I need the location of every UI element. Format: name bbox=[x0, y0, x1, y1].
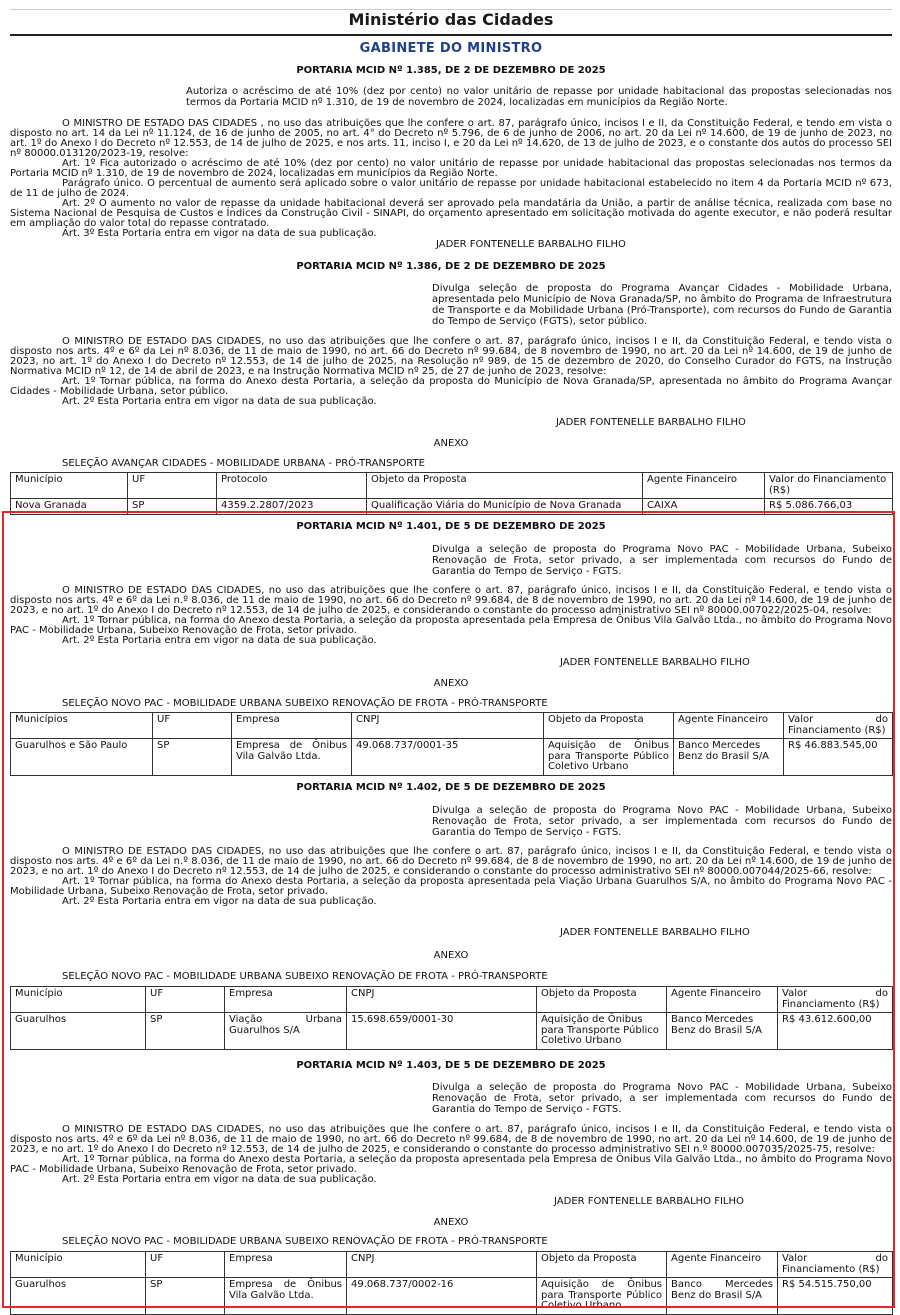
portaria-1386-anexo-label: ANEXO bbox=[433, 438, 469, 449]
portaria-1402-anexo-table bbox=[10, 986, 893, 1050]
table-header-row bbox=[11, 713, 893, 739]
portaria-1403-paragraph: O MINISTRO DE ESTADO DAS CIDADES, no uso das atribuições que lhe confere o art. 87, parágrafo único, incisos I e II, da Constituição Federal, e tendo vista o disposto nos arts. 4º e 6º da Lei nº 8.036, de 11 de maio de 1990, no art. 66 do Decreto nº 99.684, de 8 de novembro de 1990, no art. 20 da Lei nº 14.600, de 19 de junho de 2023, e no art. 1º do Anexo I do Decreto nº 12.553, de 14 de julho de 2025, e considerando o constante do processo administrativo SEI n.º 80000.007035/2025-75, resolve: bbox=[10, 1124, 892, 1155]
table-cell: CAIXA bbox=[643, 499, 765, 515]
portaria-1402-paragraph: Art. 2º Esta Portaria entra em vigor na data de sua publicação. bbox=[62, 896, 377, 907]
table-cell: SP bbox=[153, 739, 232, 776]
portaria-1386-anexo-table bbox=[10, 472, 893, 515]
table-cell: Nova Granada bbox=[11, 499, 128, 515]
table-header-cell: Agente Financeiro bbox=[674, 713, 784, 739]
portaria-1385-signer: JADER FONTENELLE BARBALHO FILHO bbox=[436, 239, 626, 250]
portaria-1403-selecao: SELEÇÃO NOVO PAC - MOBILIDADE URBANA SUBEIXO RENOVAÇÃO DE FROTA - PRÓ-TRANSPORTE bbox=[62, 1236, 548, 1247]
table-header-cell: Objeto da Proposta bbox=[537, 1252, 667, 1278]
table-header-row bbox=[11, 987, 893, 1013]
portaria-1403-body bbox=[10, 1125, 892, 1185]
portaria-1402-paragraph: Art. 1º Tornar pública, na forma do Anexo desta Portaria, a seleção da proposta apresentada pela Viação Urbana Guarulhos S/A, no âmbito do Programa Novo PAC - Mobilidade Urbana, Subeixo Renovação de Frota, setor privado. bbox=[10, 876, 892, 897]
table-header-cell: Valor do Financiamento (R$) bbox=[778, 1252, 893, 1278]
table-header-cell: Protocolo bbox=[217, 473, 367, 499]
table-cell: Qualificação Viária do Município de Nova Granada bbox=[367, 499, 643, 515]
table-cell: Guarulhos bbox=[11, 1278, 146, 1315]
table-header-cell: CNPJ bbox=[347, 1252, 537, 1278]
portaria-1386-signer: JADER FONTENELLE BARBALHO FILHO bbox=[556, 417, 746, 428]
section-heading: GABINETE DO MINISTRO bbox=[359, 41, 543, 56]
table-header-cell: Valor do Financiamento (R$) bbox=[784, 713, 893, 739]
table-cell: Aquisição de Ônibus para Transporte Público Coletivo Urbano bbox=[537, 1013, 667, 1050]
table-header-row bbox=[11, 1252, 893, 1278]
portaria-1401-selecao: SELEÇÃO NOVO PAC - MOBILIDADE URBANA SUBEIXO RENOVAÇÃO DE FROTA - PRÓ-TRANSPORTE bbox=[62, 698, 548, 709]
portaria-1385-paragraph: Parágrafo único. O percentual de aumento será aplicado sobre o valor unitário de repasse por unidade habitacional estabelecido no item 4 da Portaria MCID nº 673, de 11 de julho de 2024. bbox=[10, 178, 892, 199]
portaria-1403-ementa: Divulga a seleção de proposta do Programa Novo PAC - Mobilidade Urbana, Subeixo Renovação de Frota, setor privado, a ser implementada com recursos do Fundo de Garantia do Tempo de Serviço - FGTS. bbox=[432, 1082, 892, 1115]
table-header-cell: Agente Financeiro bbox=[643, 473, 765, 499]
ministry-header: Ministério das Cidades bbox=[348, 10, 554, 29]
table-header-cell: Município bbox=[11, 987, 146, 1013]
portaria-1385-paragraph: Art. 2º O aumento no valor de repasse da unidade habitacional deverá ser aprovado pela mandatária da União, a partir de análise técnica, realizada com base no Sistema Nacional de Pesquisa de Custos e Índices da Construção Civil - SINAPI, do orçamento apresentado em solicitação motivada do agente executor, e não poderá resultar em ampliação do valor total do repasse contratado. bbox=[10, 198, 892, 229]
table-header-cell: Empresa bbox=[225, 1252, 347, 1278]
table-row bbox=[11, 1013, 893, 1050]
table-cell: R$ 5.086.766,03 bbox=[765, 499, 893, 515]
table-header-cell: CNPJ bbox=[347, 987, 537, 1013]
portaria-1385-body bbox=[10, 119, 892, 239]
portaria-1386-ementa: Divulga seleção de proposta do Programa Avançar Cidades - Mobilidade Urbana, apresentada pelo Município de Nova Granada/SP, no âmbito do Programa de Infraestrutura de Transporte e da Mobilidade Urbana (Pró-Transporte), com recursos do Fundo de Garantia do Tempo de Serviço (FGTS), setor público. bbox=[432, 283, 892, 327]
portaria-1401-paragraph: Art. 1º Tornar pública, na forma do Anexo desta Portaria, a seleção da proposta apresentada pela Empresa de Ônibus Vila Galvão Ltda., no âmbito do Programa Novo PAC - Mobilidade Urbana, Subeixo Renovação de Frota, setor privado. bbox=[10, 615, 892, 636]
table-cell: Aquisição de Ônibus para Transporte Público Coletivo Urbano bbox=[544, 739, 674, 776]
table-cell: Guarulhos e São Paulo bbox=[11, 739, 153, 776]
table-header-cell: Municípios bbox=[11, 713, 153, 739]
portaria-1385-paragraph: Art. 1º Fica autorizado o acréscimo de até 10% (dez por cento) no valor unitário de repasse por unidade habitacional das propostas selecionadas nos termos da Portaria MCID nº 1.310, de 19 de novembro de 2024, localizadas em municípios da Região Norte. bbox=[10, 158, 892, 179]
portaria-1403-title: PORTARIA MCID Nº 1.403, DE 5 DE DEZEMBRO DE 2025 bbox=[296, 1060, 606, 1071]
table-header-cell: UF bbox=[153, 713, 232, 739]
table-header-cell: Agente Financeiro bbox=[667, 987, 778, 1013]
portaria-1386-paragraph: O MINISTRO DE ESTADO DAS CIDADES, no uso das atribuições que lhe confere o art. 87, parágrafo único, incisos I e II, da Constituição Federal, e tendo vista o disposto nos arts. 4º e 6º da Lei nº 8.036, de 11 de maio de 1990, no art. 66 do Decreto nº 99.684, de 8 novembro de 1990, no art. 20 da Lei nº 14.600, de 19 de junho de 2023, no art. 1º do Anexo I do Decreto nº 12.553, de 14 de julho de 2025, na Resolução nº 989, de 15 de dezembro de 2020, do Conselho Curador do FGTS, na Instrução Normativa MCID nº 12, de 14 de abril de 2023, e na Instrução Normativa MCID nº 25, de 27 de junho de 2023, resolve: bbox=[10, 336, 892, 377]
table-row bbox=[11, 739, 893, 776]
table-cell: SP bbox=[146, 1013, 225, 1050]
portaria-1401-title: PORTARIA MCID Nº 1.401, DE 5 DE DEZEMBRO DE 2025 bbox=[296, 521, 606, 532]
portaria-1403-anexo-label: ANEXO bbox=[433, 1217, 469, 1228]
portaria-1403-paragraph: Art. 2º Esta Portaria entra em vigor na data de sua publicação. bbox=[62, 1174, 377, 1185]
table-header-cell: UF bbox=[146, 987, 225, 1013]
table-cell: Guarulhos bbox=[11, 1013, 146, 1050]
portaria-1402-ementa: Divulga a seleção de proposta do Programa Novo PAC - Mobilidade Urbana, Subeixo Renovação de Frota, setor privado, a ser implementada com recursos do Fundo de Garantia do Tempo de Serviço - FGTS. bbox=[432, 805, 892, 838]
portaria-1401-signer: JADER FONTENELLE BARBALHO FILHO bbox=[560, 657, 750, 668]
portaria-1403-anexo-table bbox=[10, 1251, 893, 1315]
portaria-1402-anexo-label: ANEXO bbox=[433, 950, 469, 961]
table-header-cell: UF bbox=[128, 473, 217, 499]
portaria-1386-selecao: SELEÇÃO AVANÇAR CIDADES - MOBILIDADE URBANA - PRÓ-TRANSPORTE bbox=[62, 458, 425, 469]
table-cell: Banco Mercedes Benz do Brasil S/A bbox=[667, 1013, 778, 1050]
portaria-1386-body bbox=[10, 337, 892, 407]
table-cell: R$ 54.515.750,00 bbox=[778, 1278, 893, 1315]
table-header-cell: Empresa bbox=[232, 713, 352, 739]
portaria-1386-paragraph: Art. 1º Tornar pública, na forma do Anexo desta Portaria, a seleção da proposta do Município de Nova Granada/SP, apresentada no âmbito do Programa Avançar Cidades - Mobilidade Urbana, setor público. bbox=[10, 376, 892, 397]
table-header-cell: Objeto da Proposta bbox=[544, 713, 674, 739]
table-cell: SP bbox=[146, 1278, 225, 1315]
portaria-1385-paragraph: O MINISTRO DE ESTADO DAS CIDADES , no uso das atribuições que lhe confere o art. 87, parágrafo único, incisos I e II, da Constituição Federal, e tendo em vista o disposto no art. 14 da Lei nº 11.124, de 16 de junho de 2005, no art. 4° do Decreto nº 5.796, de 6 de junho de 2006, no art. 20 da Lei nº 14.600, de 19 de junho de 2023, no art. 1º do Anexo I do Decreto nº 12.553, de 14 de julho de 2025, e nos arts. 11, inciso I, e 20 da Lei nº 14.620, de 13 de julho de 2023, e o constante dos autos do processo SEI nº 80000.013120/2023-19, resolve: bbox=[10, 118, 892, 159]
table-header-cell: CNPJ bbox=[352, 713, 544, 739]
portaria-1402-paragraph: O MINISTRO DE ESTADO DAS CIDADES, no uso das atribuições que lhe confere o art. 87, parágrafo único, incisos I e II, da Constituição Federal, e tendo vista o disposto nos arts. 4º e 6º da Lei n.º 8.036, de 11 de maio de 1990, no art. 66 do Decreto nº 99.684, de 8 de novembro de 1990, no art. 20 da Lei nº 14.600, de 19 de junho de 2023, e no art. 1º do Anexo I do Decreto nº 12.553, de 14 de julho de 2025, e considerando o constante do processo administrativo SEI nº 80000.007044/2025-66, resolve: bbox=[10, 846, 892, 877]
portaria-1402-selecao: SELEÇÃO NOVO PAC - MOBILIDADE URBANA SUBEIXO RENOVAÇÃO DE FROTA - PRÓ-TRANSPORTE bbox=[62, 971, 548, 982]
portaria-1385-title: PORTARIA MCID Nº 1.385, DE 2 DE DEZEMBRO DE 2025 bbox=[296, 65, 606, 76]
portaria-1386-paragraph: Art. 2º Esta Portaria entra em vigor na data de sua publicação. bbox=[62, 396, 377, 407]
table-cell: R$ 43.612.600,00 bbox=[778, 1013, 893, 1050]
table-cell: Empresa de Ônibus Vila Galvão Ltda. bbox=[232, 739, 352, 776]
portaria-1402-title: PORTARIA MCID Nº 1.402, DE 5 DE DEZEMBRO DE 2025 bbox=[296, 782, 606, 793]
portaria-1402-body bbox=[10, 847, 892, 907]
portaria-1401-anexo-table bbox=[10, 712, 893, 776]
portaria-1402-signer: JADER FONTENELLE BARBALHO FILHO bbox=[560, 927, 750, 938]
table-cell: R$ 46.883.545,00 bbox=[784, 739, 893, 776]
table-row bbox=[11, 499, 893, 515]
portaria-1386-title: PORTARIA MCID Nº 1.386, DE 2 DE DEZEMBRO DE 2025 bbox=[296, 261, 606, 272]
table-header-cell: Valor do Financiamento (R$) bbox=[765, 473, 893, 499]
portaria-1403-paragraph: Art. 1º Tornar pública, na forma do Anexo desta Portaria, a seleção da proposta apresentada pela Empresa de Ônibus Vila Galvão Ltda., no âmbito do Programa Novo PAC - Mobilidade Urbana, Subeixo Renovação de Frota, setor privado. bbox=[10, 1154, 892, 1175]
table-row bbox=[11, 1278, 893, 1315]
header-divider bbox=[10, 34, 892, 36]
table-header-cell: Município bbox=[11, 1252, 146, 1278]
table-cell: 49.068.737/0002-16 bbox=[347, 1278, 537, 1315]
table-header-cell: Valor do Financiamento (R$) bbox=[778, 987, 893, 1013]
table-header-cell: Objeto da Proposta bbox=[537, 987, 667, 1013]
table-header-cell: Município bbox=[11, 473, 128, 499]
table-cell: Aquisição de Ônibus para Transporte Público Coletivo Urbano bbox=[537, 1278, 667, 1315]
portaria-1401-anexo-label: ANEXO bbox=[433, 678, 469, 689]
portaria-1385-paragraph: Art. 3º Esta Portaria entra em vigor na data de sua publicação. bbox=[62, 228, 377, 239]
table-cell: Banco Mercedes Benz do Brasil S/A bbox=[667, 1278, 778, 1315]
portaria-1401-paragraph: O MINISTRO DE ESTADO DAS CIDADES, no uso das atribuições que lhe confere o art. 87, parágrafo único, incisos I e II, da Constituição Federal, e tendo vista o disposto nos arts. 4º e 6º da Lei n.º 8.036, de 11 de maio de 1990, no art. 66 do Decreto nº 99.684, de 8 de novembro de 1990, no art. 20 da Lei nº 14.600, de 19 de junho de 2023, e no art. 1º do Anexo I do Decreto nº 12.553, de 14 de julho de 2025, e considerando o constante do processo administrativo SEI nº 80000.007022/2025-04, resolve: bbox=[10, 585, 892, 616]
table-header-cell: Objeto da Proposta bbox=[367, 473, 643, 499]
portaria-1403-signer: JADER FONTENELLE BARBALHO FILHO bbox=[554, 1196, 744, 1207]
portaria-1401-paragraph: Art. 2º Esta Portaria entra em vigor na data de sua publicação. bbox=[62, 635, 377, 646]
table-header-cell: Empresa bbox=[225, 987, 347, 1013]
table-cell: Banco Mercedes Benz do Brasil S/A bbox=[674, 739, 784, 776]
table-header-cell: UF bbox=[146, 1252, 225, 1278]
portaria-1401-body bbox=[10, 586, 892, 646]
table-cell: 4359.2.2807/2023 bbox=[217, 499, 367, 515]
table-cell: Viação Urbana Guarulhos S/A bbox=[225, 1013, 347, 1050]
table-cell: 15.698.659/0001-30 bbox=[347, 1013, 537, 1050]
table-header-cell: Agente Financeiro bbox=[667, 1252, 778, 1278]
portaria-1401-ementa: Divulga a seleção de proposta do Programa Novo PAC - Mobilidade Urbana, Subeixo Renovação de Frota, setor privado, a ser implementada com recursos do Fundo de Garantia do Tempo de Serviço - FGTS. bbox=[432, 544, 892, 577]
table-cell: Empresa de Ônibus Vila Galvão Ltda. bbox=[225, 1278, 347, 1315]
table-header-row bbox=[11, 473, 893, 499]
portaria-1385-ementa: Autoriza o acréscimo de até 10% (dez por cento) no valor unitário de repasse por unidade habitacional das propostas selecionadas nos termos da Portaria MCID nº 1.310, de 19 de novembro de 2024, localizadas em municípios da Região Norte. bbox=[186, 86, 892, 108]
table-cell: 49.068.737/0001-35 bbox=[352, 739, 544, 776]
table-cell: SP bbox=[128, 499, 217, 515]
